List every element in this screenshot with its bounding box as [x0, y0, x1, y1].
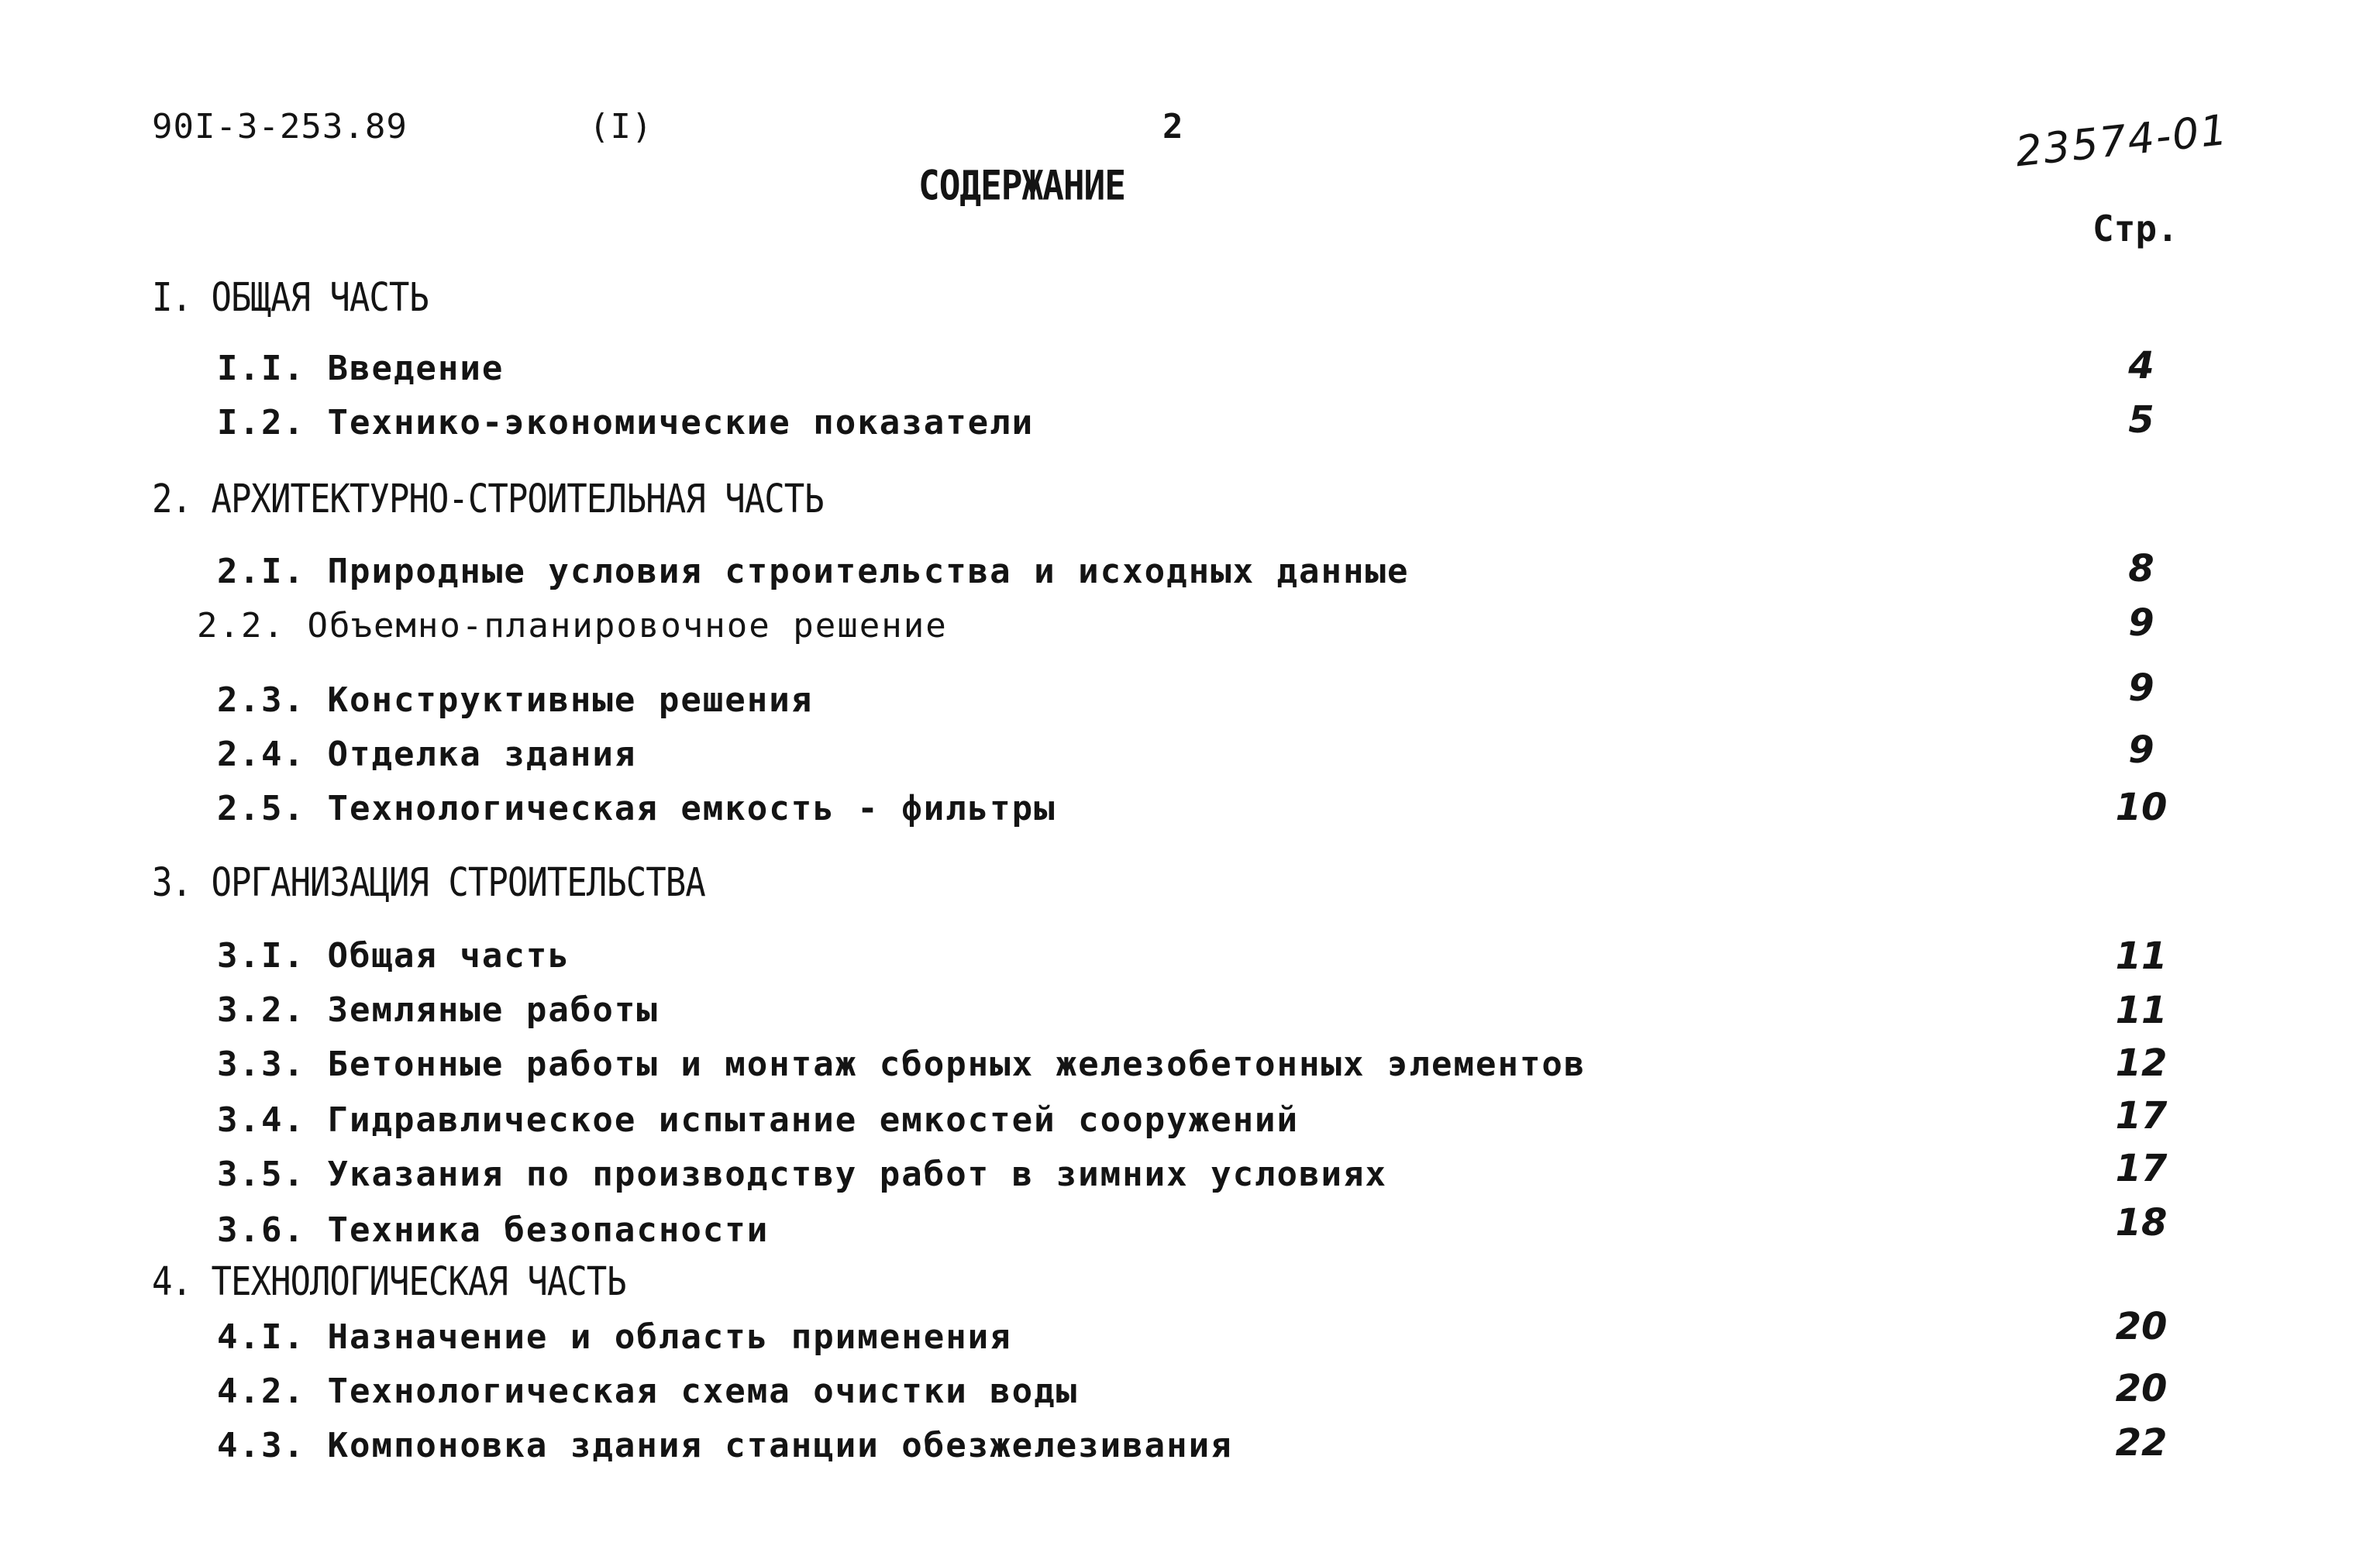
toc-section-2: 2. АРХИТЕКТУРНО-СТРОИТЕЛЬНАЯ ЧАСТЬ — [152, 477, 824, 522]
toc-item-2-1: 2.I. Природные условия строительства и исходных данные — [217, 552, 1410, 591]
toc-item-2-5: 2.5. Технологическая емкость - фильтры — [217, 789, 1056, 828]
toc-page-4-2: 20 — [2115, 1367, 2168, 1410]
toc-page-3-5: 17 — [2115, 1147, 2168, 1190]
toc-section-1: I. ОБЩАЯ ЧАСТЬ — [152, 275, 429, 321]
toc-section-3: 3. ОРГАНИЗАЦИЯ СТРОИТЕЛЬСТВА — [152, 860, 705, 906]
toc-item-1-1: I.I. Введение — [217, 349, 505, 388]
toc-page-2-3: 9 — [2128, 666, 2154, 710]
page-column-header: Стр. — [2092, 208, 2179, 250]
toc-item-4-1: 4.I. Назначение и область применения — [217, 1317, 1012, 1357]
toc-page-2-5: 10 — [2115, 786, 2168, 829]
toc-item-4-2: 4.2. Технологическая схема очистки воды — [217, 1372, 1079, 1411]
toc-page-3-4: 17 — [2115, 1094, 2168, 1138]
toc-page-2-1: 8 — [2128, 547, 2154, 590]
toc-item-3-6: 3.6. Техника безопасности — [217, 1210, 770, 1250]
page-title: СОДЕРЖАНИЕ — [918, 161, 1125, 210]
toc-item-3-3: 3.3. Бетонные работы и монтаж сборных железобетонных элементов — [217, 1045, 1586, 1084]
toc-page-1-1: 4 — [2128, 344, 2154, 387]
toc-item-3-1: 3.I. Общая часть — [217, 936, 570, 976]
part-number: (I) — [589, 107, 653, 146]
toc-item-3-2: 3.2. Земляные работы — [217, 990, 659, 1030]
toc-page-1-2: 5 — [2128, 398, 2154, 442]
toc-item-4-3: 4.3. Компоновка здания станции обезжелезивания — [217, 1426, 1233, 1465]
document-code: 90I-3-253.89 — [152, 107, 408, 146]
toc-item-3-4: 3.4. Гидравлическое испытание емкостей сооружений — [217, 1100, 1300, 1140]
toc-page-2-4: 9 — [2128, 728, 2154, 772]
toc-page-2-2: 9 — [2128, 601, 2154, 645]
toc-section-4: 4. ТЕХНОЛОГИЧЕСКАЯ ЧАСТЬ — [152, 1259, 626, 1305]
toc-item-1-2: I.2. Технико-экономические показатели — [217, 403, 1035, 442]
toc-page-3-2: 11 — [2115, 989, 2168, 1032]
toc-page-3-3: 12 — [2115, 1041, 2168, 1085]
inventory-stamp: 23574-01 — [2013, 105, 2231, 177]
toc-item-3-5: 3.5. Указания по производству работ в зимних условиях — [217, 1155, 1387, 1194]
toc-page-4-3: 22 — [2115, 1421, 2168, 1465]
page-number: 2 — [1162, 107, 1184, 146]
toc-item-2-2: 2.2. Объемно-планировочное решение — [197, 606, 948, 645]
toc-item-2-3: 2.3. Конструктивные решения — [217, 680, 814, 720]
toc-page-3-1: 11 — [2115, 935, 2168, 978]
toc-page-3-6: 18 — [2115, 1201, 2168, 1244]
toc-page-4-1: 20 — [2115, 1305, 2168, 1348]
toc-item-2-4: 2.4. Отделка здания — [217, 735, 637, 774]
